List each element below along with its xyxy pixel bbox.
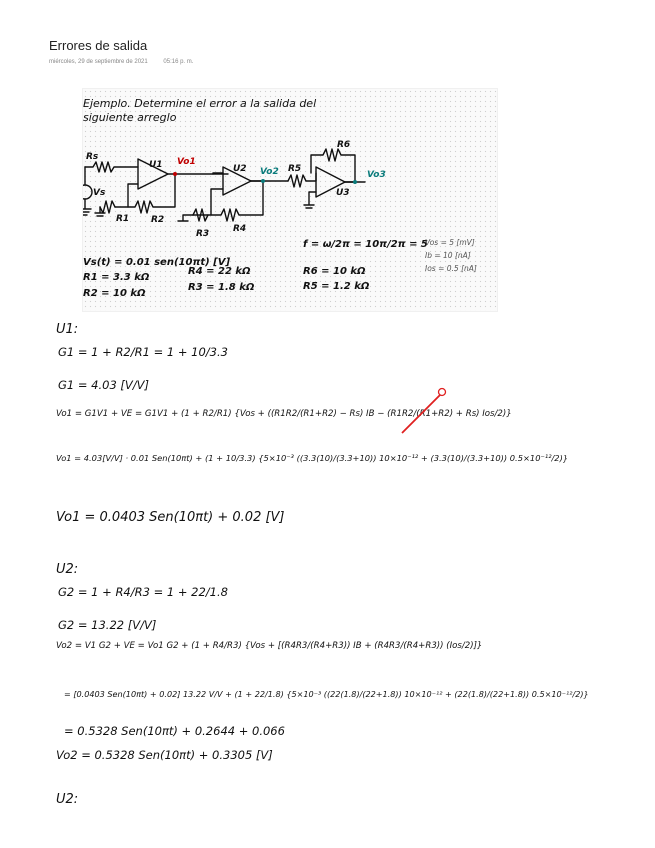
- resistor-r2: [128, 174, 175, 213]
- given-f: f = ω/2π = 10π/2π = 5: [303, 239, 428, 250]
- g2-value: G2 = 13.22 [V/V]: [58, 618, 157, 632]
- given-r5: R5 = 1.2 kΩ: [303, 281, 370, 292]
- section-u3-heading: U2:: [56, 792, 79, 807]
- label-vo1: Vo1: [177, 157, 196, 167]
- g2-expression: G2 = 1 + R4/R3 = 1 + 22/1.8: [58, 585, 228, 599]
- label-r2: R2: [151, 215, 165, 225]
- vo2-expanded: = 0.5328 Sen(10πt) + 0.2644 + 0.066: [64, 724, 285, 738]
- page-title: Errores de salida: [49, 38, 148, 53]
- vo2-result: Vo2 = 0.5328 Sen(10πt) + 0.3305 [V]: [56, 748, 273, 762]
- label-u1: U1: [149, 160, 163, 170]
- given-r4: R4 = 22 kΩ: [188, 266, 251, 277]
- section-u2-heading: U2:: [56, 562, 79, 577]
- example-heading-line2: siguiente arreglo: [83, 111, 177, 124]
- label-u2: U2: [233, 164, 247, 174]
- label-r1: R1: [116, 214, 130, 224]
- label-vs: Vs: [93, 188, 106, 198]
- given-r2: R2 = 10 kΩ: [83, 288, 146, 299]
- given-r1: R1 = 3.3 kΩ: [83, 272, 150, 283]
- g1-value: G1 = 4.03 [V/V]: [58, 378, 150, 392]
- label-vo2: Vo2: [260, 167, 279, 177]
- strike-annotations-u1: [400, 385, 460, 435]
- vo2-substituted: = [0.0403 Sen(10πt) + 0.02] 13.22 V/V + (1 + 22/1.8) {5×10⁻³ ((22(1.8)/(22+1.8)) 10×10⁻¹² + (22(1.8)/(22+1.8)) 0.5×10⁻¹²/2)}: [64, 689, 589, 699]
- label-r5: R5: [288, 164, 302, 174]
- vo2-formula: Vo2 = V1 G2 + VE = Vo1 G2 + (1 + R4/R3) {Vos + [(R4R3/(R4+R3)) IB + (R4R3/(R4+R3)) (Ios/2)]}: [56, 641, 483, 651]
- example-heading-line1: Ejemplo. Determine el error a la salida del: [83, 97, 317, 110]
- circuit-sketch: [82, 88, 498, 312]
- note-date: miércoles, 29 de septiembre de 2021: [49, 59, 148, 65]
- given-vs: Vs(t) = 0.01 sen(10πt) [V]: [83, 257, 231, 268]
- pencil-note-ios: Ios = 0.5 [nA]: [425, 264, 477, 273]
- label-vo3: Vo3: [367, 170, 386, 180]
- resistor-r4: [211, 181, 263, 221]
- vo1-result: Vo1 = 0.0403 Sen(10πt) + 0.02 [V]: [56, 510, 285, 525]
- label-rs: Rs: [86, 152, 99, 162]
- resistor-r6: [311, 149, 355, 182]
- pencil-note-ib: Ib = 10 [nA]: [425, 251, 471, 260]
- label-u3: U3: [336, 188, 350, 198]
- resistor-r1: [100, 201, 115, 213]
- note-time: 05:16 p. m.: [163, 59, 194, 65]
- note-timestamp: [49, 59, 193, 65]
- section-u1-heading: U1:: [56, 322, 79, 337]
- label-r6: R6: [337, 140, 351, 150]
- resistor-rs: [85, 162, 138, 172]
- label-r3: R3: [196, 229, 210, 239]
- given-r3: R3 = 1.8 kΩ: [188, 282, 255, 293]
- given-r6: R6 = 10 kΩ: [303, 266, 366, 277]
- g1-expression: G1 = 1 + R2/R1 = 1 + 10/3.3: [58, 345, 228, 359]
- resistor-r5: [288, 173, 316, 187]
- vo1-formula: Vo1 = G1V1 + VE = G1V1 + (1 + R2/R1) {Vos + ((R1R2/(R1+R2) − Rs) IB − (R1R2/(R1+R2) + Rs) Ios/2)}: [56, 409, 512, 419]
- voltage-source-vs: [83, 185, 92, 199]
- pencil-note-vos: Vos = 5 [mV]: [425, 238, 475, 247]
- circuit-drawing: [83, 89, 497, 311]
- vo1-substituted: Vo1 = 4.03[V/V] · 0.01 Sen(10πt) + (1 + 10/3.3) {5×10⁻³ ((3.3(10)/(3.3+10)) 10×10⁻¹² + (3.3(10)/(3.3+10)) 0.5×10⁻¹²/2)}: [56, 453, 569, 463]
- label-r4: R4: [233, 224, 247, 234]
